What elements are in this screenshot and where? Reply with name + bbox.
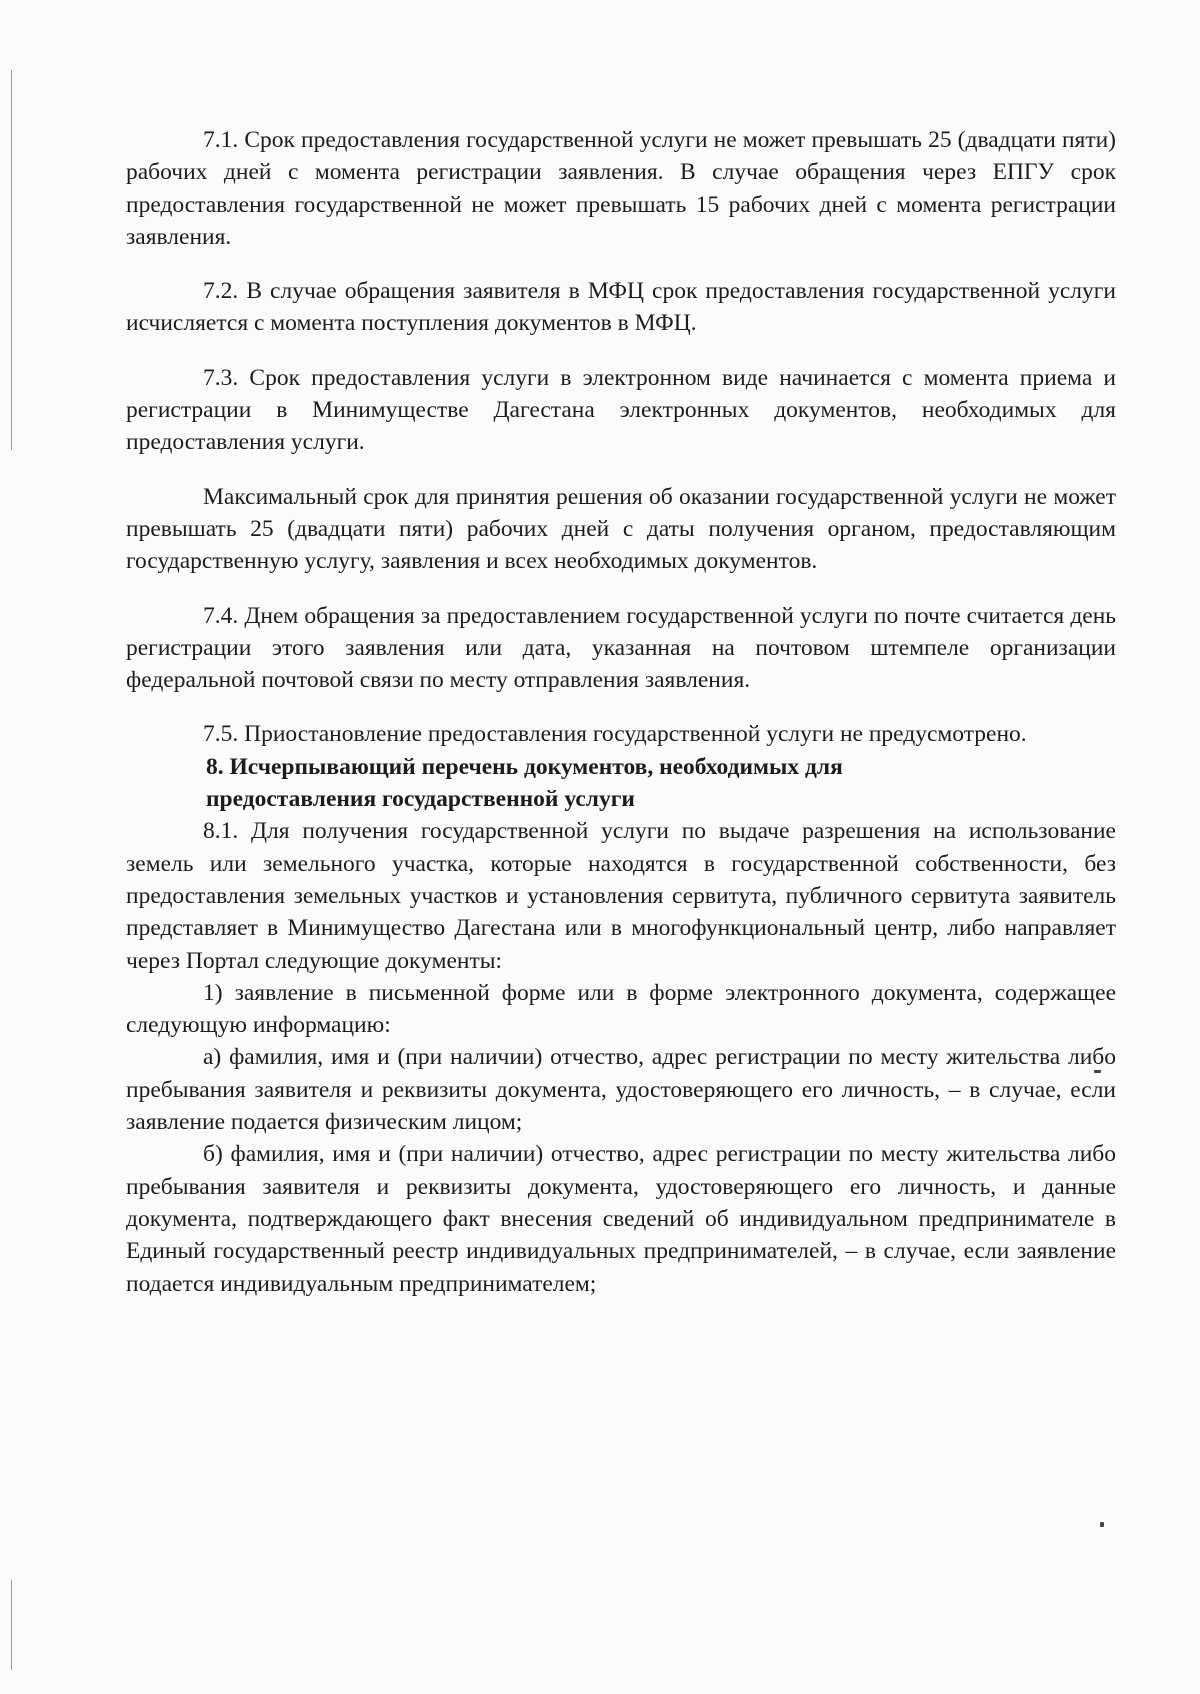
paragraph-7-5: 7.5. Приостановление предоставления государственной услуги не предусмотрено. <box>203 721 1027 748</box>
scan-edge-line <box>11 1580 12 1670</box>
list-item-1: 1) заявление в письменной форме или в форме электронного документа, содержащее следующую информацию: <box>126 979 1116 1039</box>
paragraph-max-term: Максимальный срок для принятия решения об оказании государственной услуги не может превышать 25 (двадцати пяти) рабочих дней с даты получения органом, предоставляющим государственную услугу, заявления и всех необходимых документов. <box>126 483 1116 575</box>
scan-speck <box>1100 1522 1104 1527</box>
scan-edge-line <box>11 70 12 450</box>
paragraph-7-1: 7.1. Срок предоставления государственной услуги не может превышать 25 (двадцати пяти) рабочих дней с момента регистрации заявления. В случае обращения через ЕПГУ срок предоставления государственной не может превышать 15 рабочих дней с момента регистрации заявления. <box>126 127 1116 250</box>
paragraph-7-4: 7.4. Днем обращения за предоставлением государственной услуги по почте считается день регистрации этого заявления или дата, указанная на почтовом штемпеле организации федеральной почтовой связи по месту отправления заявления. <box>126 602 1116 694</box>
document-body <box>126 124 1116 1300</box>
paragraph-7-3: 7.3. Срок предоставления услуги в электронном виде начинается с момента приема и регистрации в Минимуществе Дагестана электронных документов, необходимых для предоставления услуги. <box>126 364 1116 456</box>
list-item-a: а) фамилия, имя и (при наличии) отчество, адрес регистрации по месту жительства либо пребывания заявителя и реквизиты документа, удостоверяющего его личность, – в случае, если заявление подается физическим лицом; <box>126 1044 1116 1136</box>
section-8-heading-line-2: предоставления государственной услуги <box>206 786 635 813</box>
section-8-heading <box>126 751 1116 816</box>
section-8-heading-line-1: 8. Исчерпывающий перечень документов, необходимых для <box>206 753 843 780</box>
paragraph-7-2: 7.2. В случае обращения заявителя в МФЦ срок предоставления государственной услуги исчисляется с момента поступления документов в МФЦ. <box>126 278 1116 337</box>
list-item-b: б) фамилия, имя и (при наличии) отчество, адрес регистрации по месту жительства либо пребывания заявителя и реквизиты документа, удостоверяющего его личность, и данные документа, подтверждающего факт внесения сведений об индивидуальном предпринимателе в Единый государственный реестр индивидуальных предпринимателей, – в случае, если заявление подается индивидуальным предпринимателем; <box>126 1141 1116 1297</box>
paragraph-8-1: 8.1. Для получения государственной услуги по выдаче разрешения на использование земель или земельного участка, которые находятся в государственной собственности, без предоставления земельных участков и установления сервитута, публичного сервитута заявитель представляет в Минимущество Дагестана или в многофункциональный центр, либо направляет через Портал следующие документы: <box>126 818 1116 974</box>
